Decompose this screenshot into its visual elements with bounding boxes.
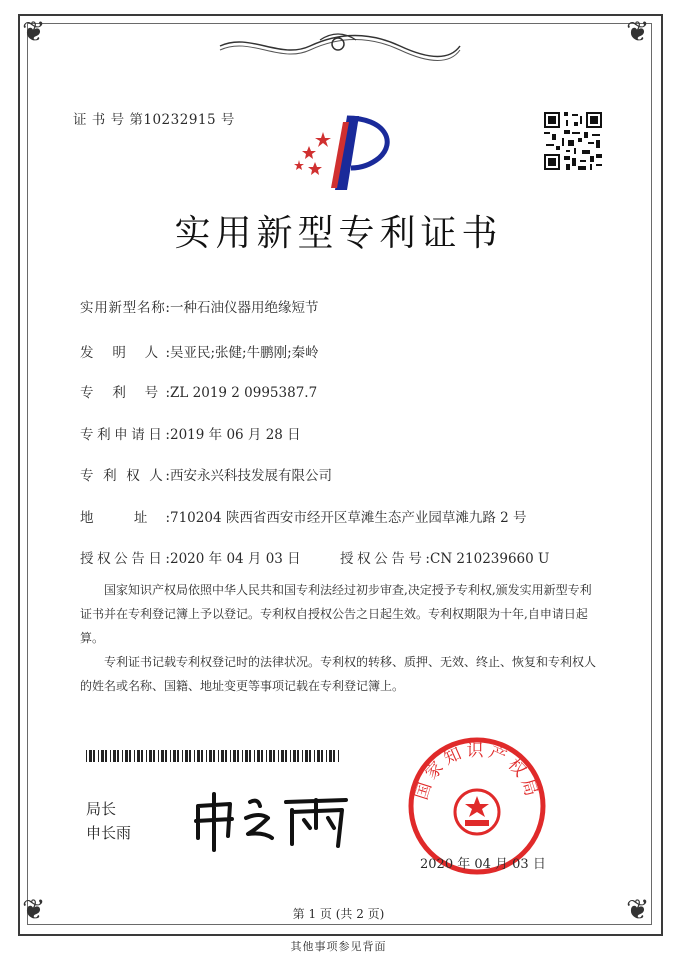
field-label: 实用新型名称: xyxy=(80,300,170,316)
director-title: 局长 xyxy=(86,800,117,818)
ornament-top-band-icon xyxy=(210,30,467,62)
field-value: 西安永兴科技发展有限公司 xyxy=(170,468,332,484)
seal-date: 2020 年 04 月 03 日 xyxy=(420,857,546,872)
field-label: 地 址: xyxy=(80,510,170,526)
national-emblem-icon xyxy=(455,790,499,834)
grant-statement-paragraph: 国家知识产权局依照中华人民共和国专利法经过初步审查,决定授予专利权,颁发实用新型专利证书并在专利登记簿上予以登记。专利权自授权公告之日起生效。专利权期限为十年,自申请日起算。 xyxy=(80,583,592,645)
barcode-icon xyxy=(86,750,342,762)
field-label: 专 利 号: xyxy=(80,385,170,401)
field-inventor xyxy=(80,341,319,361)
field-patentee xyxy=(80,464,332,484)
field-filing-date xyxy=(80,423,301,443)
field-value: 710204 陕西省西安市经开区草滩生态产业园草滩九路 2 号 xyxy=(170,510,527,526)
ornament-corner-top-right-icon: ❦ xyxy=(626,15,650,48)
field-value: 2020 年 04 月 03 日 xyxy=(170,551,301,567)
footer-note: 其他事项参见背面 xyxy=(290,940,387,953)
certificate-number: 证 书 号 第10232915 号 xyxy=(73,112,235,128)
ornament-corner-bottom-left-icon: ❦ xyxy=(22,893,46,926)
field-grant-number xyxy=(340,547,549,567)
field-address xyxy=(80,506,527,526)
field-label: 专利申请日: xyxy=(80,427,170,443)
field-label: 授权公告号: xyxy=(340,551,430,567)
field-value: ZL 2019 2 0995387.7 xyxy=(170,385,318,401)
field-patent-number xyxy=(80,381,317,401)
field-value: 2019 年 06 月 28 日 xyxy=(170,427,301,443)
qr-code-icon xyxy=(542,110,604,172)
field-grant-date xyxy=(80,547,301,567)
field-label: 授权公告日: xyxy=(80,551,170,567)
field-value: CN 210239660 U xyxy=(430,551,550,567)
certificate-title: 实用新型专利证书 xyxy=(174,213,503,254)
field-utility-model-name xyxy=(80,296,319,316)
field-label: 发 明 人: xyxy=(80,345,170,361)
ornament-corner-top-left-icon: ❦ xyxy=(22,15,46,48)
field-value: 一种石油仪器用绝缘短节 xyxy=(170,300,319,316)
signature-icon xyxy=(188,788,353,853)
director-name: 申长雨 xyxy=(86,824,132,842)
ornament-corner-bottom-right-icon: ❦ xyxy=(626,893,650,926)
seal-text: 国家知识产权局 xyxy=(411,741,543,803)
field-value: 吴亚民;张健;牛鹏刚;秦岭 xyxy=(170,345,319,361)
legal-status-paragraph: 专利证书记载专利权登记时的法律状况。专利权的转移、质押、无效、终止、恢复和专利权人的姓名或名称、国籍、地址变更等事项记载在专利登记簿上。 xyxy=(80,655,597,693)
field-label: 专 利 权 人: xyxy=(80,468,170,484)
cnipa-logo-icon xyxy=(285,112,397,192)
svg-text:国家知识产权局 xyxy=(412,741,542,802)
page-number: 第 1 页 (共 2 页) xyxy=(292,907,385,921)
